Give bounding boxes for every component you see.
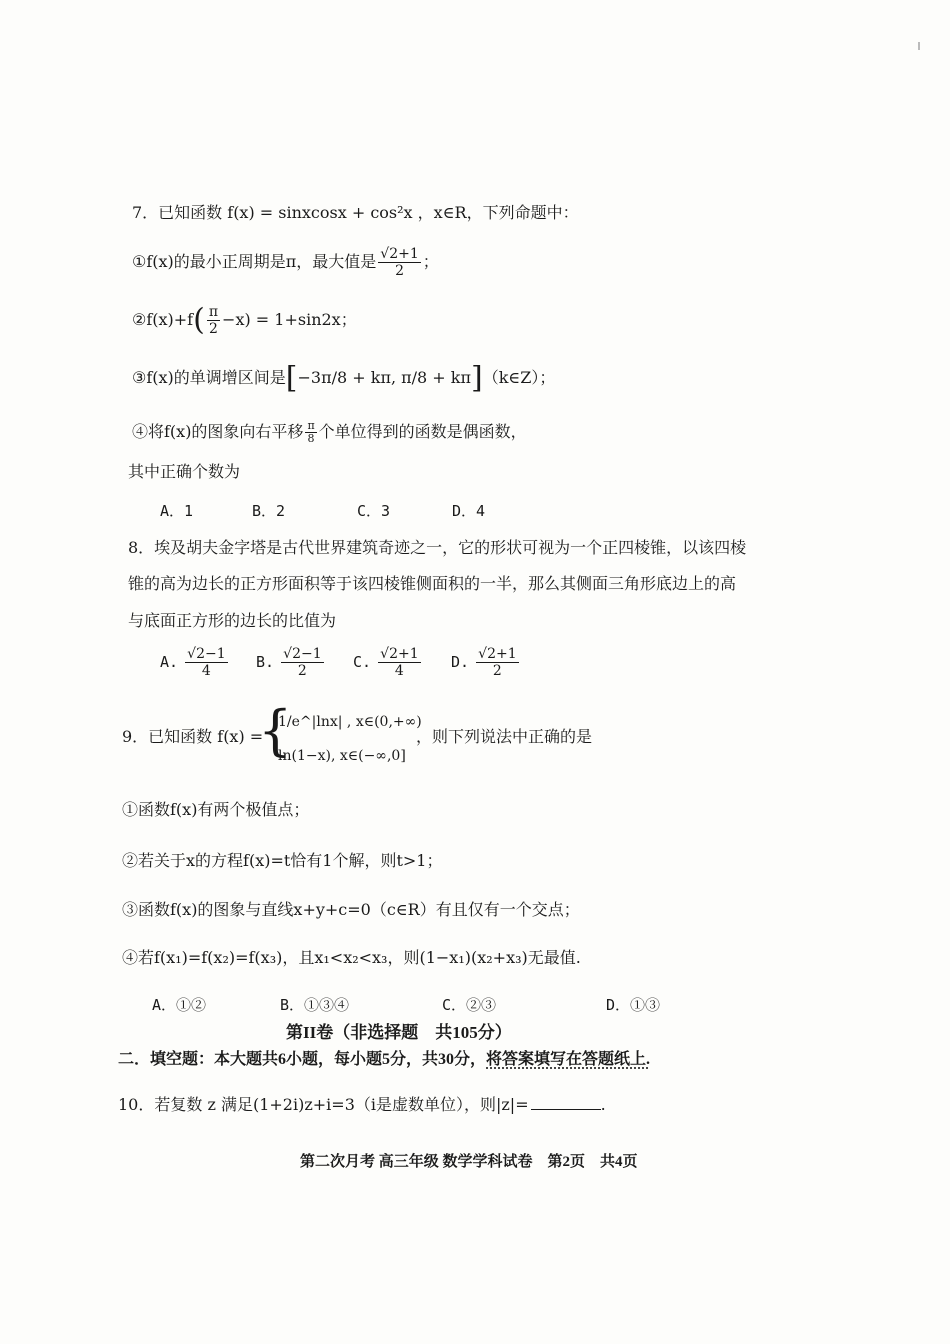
q8-b-num: √2−1 <box>283 646 322 662</box>
q7-s3-prefix: ③f(x)的单调增区间是 <box>132 368 286 387</box>
q7-option-b[interactable]: B．2 <box>252 502 286 520</box>
q9-statement-2: ②若关于x的方程f(x)=t恰有1个解，则t>1； <box>122 851 443 870</box>
fill-intro-text: 二．填空题：本大题共6小题，每小题5分，共30分， <box>118 1051 487 1068</box>
q9-case-1: 1/e^|lnx| , x∈(0,+∞) <box>278 714 422 730</box>
q7-statement-4 <box>132 420 527 445</box>
q7-s4-frac-den: 8 <box>307 432 315 445</box>
fill-intro-emphasis: 将答案填写在答题纸上. <box>486 1051 651 1068</box>
q7-s4-suffix: 个单位得到的函数是偶函数， <box>318 422 527 441</box>
q8-line-3: 与底面正方形的边长的比值为 <box>128 611 337 630</box>
q8-a-num: √2−1 <box>187 646 226 662</box>
q8-line-1: 8．埃及胡夫金字塔是古代世界建筑奇迹之一，它的形状可视为一个正四棱锥，以该四棱 <box>128 538 747 557</box>
q10-end: . <box>600 1095 606 1114</box>
page-footer: 第二次月考 高三年级 数学学科试卷 第2页 共4页 <box>300 1154 638 1170</box>
q7-statement-3 <box>132 360 556 396</box>
q9-suffix: ，则下列说法中正确的是 <box>416 727 593 746</box>
q8-option-d[interactable] <box>451 646 521 679</box>
q8-option-d-label: D. <box>451 653 470 671</box>
q9-option-b[interactable]: B．①③④ <box>280 996 350 1014</box>
q8-option-c-label: C. <box>353 653 372 671</box>
q9-option-c[interactable]: C．②③ <box>442 996 497 1014</box>
q7-s1-suffix: ； <box>422 252 439 271</box>
scan-mark <box>918 42 920 50</box>
q7-s3-suffix: （k∈Z）； <box>482 368 556 387</box>
q7-stem: 7．已知函数 f(x) = sinxcosx + cos²x ，x∈R，下列命题中： <box>132 203 579 222</box>
q8-b-den: 2 <box>297 663 307 679</box>
q8-line-2: 锥的高为边长的正方形面积等于该四棱锥侧面积的一半，那么其侧面三角形底边上的高 <box>128 574 737 593</box>
q10 <box>118 1095 606 1115</box>
q8-option-b-label: B. <box>256 653 275 671</box>
q8-c-num: √2+1 <box>380 646 419 662</box>
q7-s2-prefix: ②f(x)+f <box>132 310 194 329</box>
q10-text: 10．若复数 z 满足(1+2i)z+i=3（i是虚数单位），则|z|= <box>118 1095 529 1114</box>
q7-s1-frac-num: √2+1 <box>380 246 419 262</box>
q7-ask: 其中正确个数为 <box>128 462 241 481</box>
q7-statement-2 <box>132 304 357 337</box>
q7-s1-fraction <box>378 246 420 279</box>
q7-s2-frac-den: 2 <box>208 321 218 337</box>
bracket-open: [ <box>285 360 298 396</box>
part2-heading: 第II卷（非选择题 共105分） <box>286 1023 512 1042</box>
bracket-close: ] <box>471 360 483 396</box>
q9-option-d[interactable]: D．①③ <box>606 996 661 1014</box>
q8-d-num: √2+1 <box>478 646 517 662</box>
q8-option-c-fraction <box>378 646 420 679</box>
paren-open: ( <box>193 302 205 338</box>
q9-option-a[interactable]: A．①② <box>152 996 207 1014</box>
q7-s2-frac-num: π <box>208 304 219 320</box>
q7-statement-1 <box>132 246 439 279</box>
q10-answer-blank[interactable] <box>531 1109 601 1110</box>
q7-s1-prefix: ①f(x)的最小正周期是π，最大值是 <box>132 252 377 271</box>
q7-s3-interval: −3π/8 + kπ, π/8 + kπ <box>297 368 472 387</box>
q8-d-den: 2 <box>492 663 502 679</box>
q7-s1-frac-den: 2 <box>395 263 404 279</box>
q8-option-c[interactable] <box>353 646 423 679</box>
q7-s4-fraction <box>305 420 316 445</box>
q8-option-a-label: A. <box>160 653 179 671</box>
q9-statement-4: ④若f(x₁)=f(x₂)=f(x₃)，且x₁<x₂<x₃，则(1−x₁)(x₂+x₃)无最值. <box>122 948 581 967</box>
q7-s2-fraction <box>207 304 220 337</box>
q7-option-d[interactable]: D．4 <box>452 502 486 520</box>
q8-option-a[interactable] <box>160 646 230 679</box>
q9-case-2: ln(1−x), x∈(−∞,0] <box>278 748 406 764</box>
q7-option-c[interactable]: C．3 <box>357 502 391 520</box>
q7-option-a[interactable]: A．1 <box>160 502 194 520</box>
fill-blank-intro <box>118 1050 650 1070</box>
q9-prefix: 9．已知函数 f(x) = <box>122 727 264 746</box>
q7-s2-suffix: −x) = 1+sin2x； <box>222 310 357 329</box>
q7-s4-frac-num: π <box>307 419 315 432</box>
q8-a-den: 4 <box>201 663 211 679</box>
q8-c-den: 4 <box>394 663 404 679</box>
q9-statement-3: ③函数f(x)的图象与直线x+y+c=0（c∈R）有且仅有一个交点； <box>122 900 580 919</box>
q8-option-b-fraction <box>281 646 323 679</box>
q8-option-a-fraction <box>185 646 227 679</box>
q8-option-d-fraction <box>476 646 518 679</box>
piecewise-brace: { <box>258 699 293 762</box>
q9-statement-1: ①函数f(x)有两个极值点； <box>122 800 310 819</box>
q7-s4-prefix: ④将f(x)的图象向右平移 <box>132 422 304 441</box>
q8-option-b[interactable] <box>256 646 326 679</box>
